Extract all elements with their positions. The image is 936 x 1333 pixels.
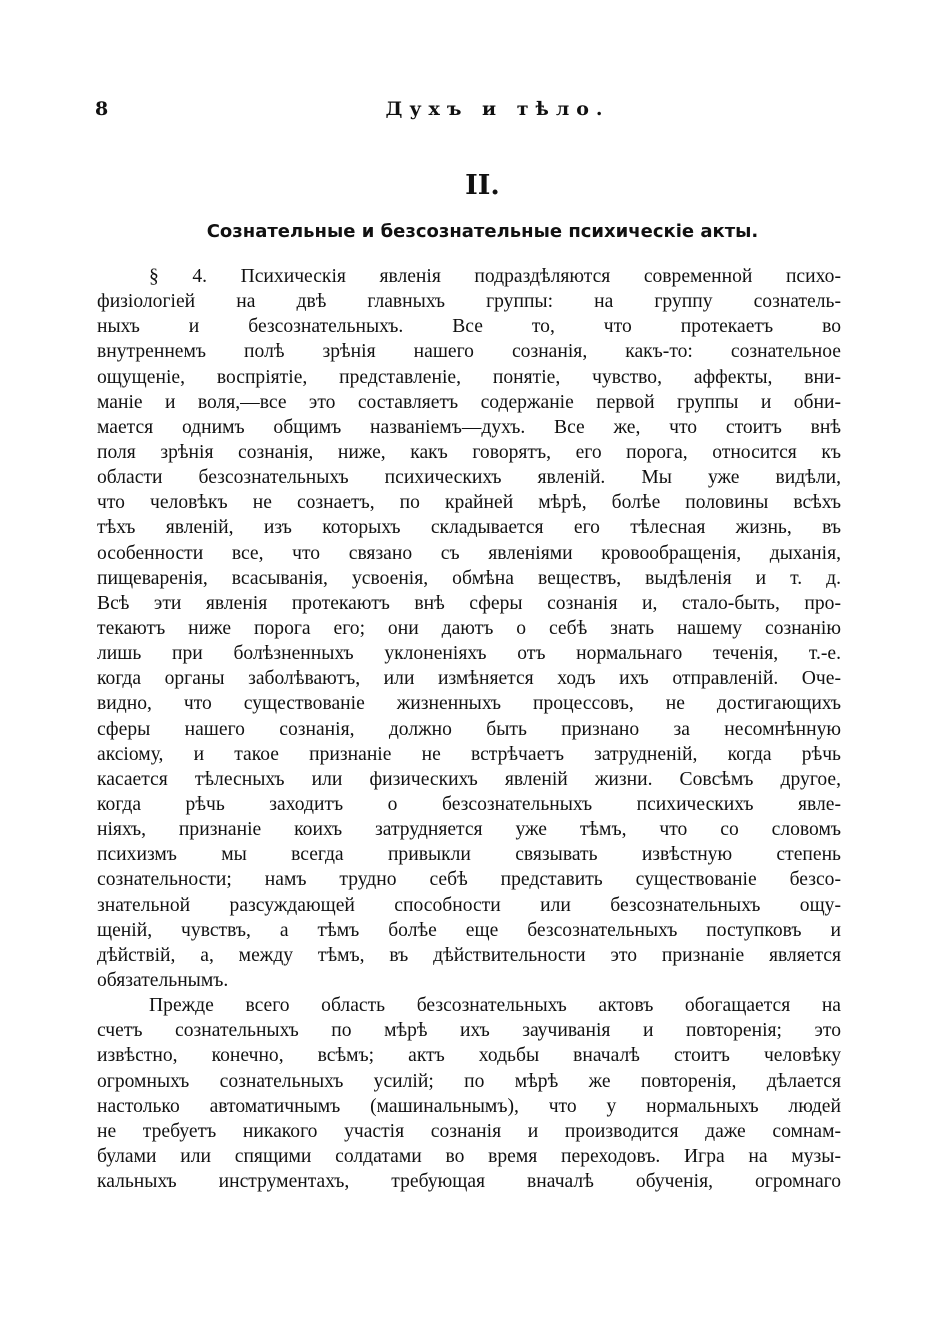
text-line: видно, что существованіе жизненныхъ процессовъ, не достигающихъ: [97, 693, 841, 715]
section-title: Сознательные и безсознательные психическіе акты.: [206, 221, 759, 242]
text-line: счетъ сознательныхъ по мѣрѣ ихъ заучиванія и повторенія; это: [97, 1020, 841, 1042]
text-line: маніе и воля,—все это составляетъ содержаніе первой группы и обни-: [97, 391, 841, 413]
text-line: физіологіей на двѣ главныхъ группы: на группу сознатель-: [97, 291, 841, 313]
text-line: огромныхъ сознательныхъ усилій; по мѣрѣ же повторенія, дѣлается: [97, 1070, 841, 1092]
body-text: [97, 264, 841, 1194]
text-line: настолько автоматичнымъ (машинальнымъ), что у нормальныхъ людей: [97, 1095, 841, 1117]
text-line: сознательности; намъ трудно себѣ представить существованіе безсо-: [97, 869, 841, 891]
page-number: 8: [95, 98, 109, 120]
text-line: дѣйствій, а, между тѣмъ, въ дѣйствительности это признаніе является: [97, 944, 841, 966]
running-title: Духъ и тѣло.: [385, 98, 610, 120]
text-line: мается однимъ общимъ названіемъ—духъ. Все же, что стоитъ внѣ: [97, 416, 841, 438]
text-line: извѣстно, конечно, всѣмъ; актъ ходьбы вначалѣ стоитъ человѣку: [97, 1045, 841, 1067]
text-line: кальныхъ инструментахъ, требующая вначалѣ обученія, огромнаго: [97, 1171, 841, 1193]
chapter-number: II.: [465, 170, 500, 201]
text-line: булами или спящими солдатами во время переходовъ. Игра на музы-: [97, 1145, 841, 1167]
text-line: психизмъ мы всегда привыкли связывать извѣстную степень: [97, 844, 841, 866]
text-line: аксіому, и такое признаніе не встрѣчаетъ затрудненій, когда рѣчь: [97, 743, 841, 765]
text-line: поля зрѣнія сознанія, ниже, какъ говорятъ, его порога, относится къ: [97, 441, 841, 463]
paragraph: [97, 264, 841, 993]
text-line: Всѣ эти явленія протекаютъ внѣ сферы сознанія и, стало-быть, про-: [97, 592, 841, 614]
text-line: сферы нашего сознанія, должно быть признано за несомнѣнную: [97, 718, 841, 740]
text-line: что человѣкъ не сознаетъ, по крайней мѣрѣ, болѣе половины всѣхъ: [97, 492, 841, 514]
text-line: § 4. Психическія явленія подраздѣляются современной психо-: [149, 266, 841, 287]
text-line: ощущеніе, воспріятіе, представленіе, понятіе, чувство, аффекты, вни-: [97, 366, 841, 388]
text-line: лишь при болѣзненныхъ уклоненіяхъ отъ нормальнаго теченія, т.-е.: [97, 643, 841, 665]
text-line: когда органы заболѣваютъ, или измѣняется ходъ ихъ отправленій. Оче-: [97, 668, 841, 690]
text-line: ныхъ и безсознательныхъ. Все то, что протекаетъ во: [97, 316, 841, 338]
text-line: Прежде всего область безсознательныхъ актовъ обогащается на: [149, 995, 841, 1017]
text-line: не требуетъ никакого участія сознанія и производится даже сомнам-: [97, 1120, 841, 1142]
text-line: особенности все, что связано съ явленіями кровообращенія, дыханія,: [97, 542, 841, 564]
text-line: знательной разсуждающей способности или безсознательныхъ ощу-: [97, 894, 841, 916]
text-line: пищеваренія, всасыванія, усвоенія, обмѣна веществъ, выдѣленія и т. д.: [97, 567, 841, 589]
text-line: текаютъ ниже порога его; они даютъ о себѣ знать нашему сознанію: [97, 617, 841, 639]
paragraph: [97, 993, 841, 1194]
text-line: тѣхъ явленій, изъ которыхъ складывается его тѣлесная жизнь, въ: [97, 517, 841, 539]
running-head: [95, 98, 840, 128]
text-line: ніяхъ, признаніе коихъ затрудняется уже тѣмъ, что со словомъ: [97, 819, 841, 841]
text-line: когда рѣчь заходитъ о безсознательныхъ психическихъ явле-: [97, 793, 841, 815]
text-line: щеній, чувствъ, а тѣмъ болѣе еще безсознательныхъ поступковъ и: [97, 919, 841, 941]
text-line: обязательнымъ.: [97, 969, 229, 991]
text-line: области безсознательныхъ психическихъ явленій. Мы уже видѣли,: [97, 467, 841, 489]
text-line: внутреннемъ полѣ зрѣнія нашего сознанія, какъ-то: сознательное: [97, 341, 841, 363]
text-line: касается тѣлесныхъ или физическихъ явленій жизни. Совсѣмъ другое,: [97, 768, 841, 790]
